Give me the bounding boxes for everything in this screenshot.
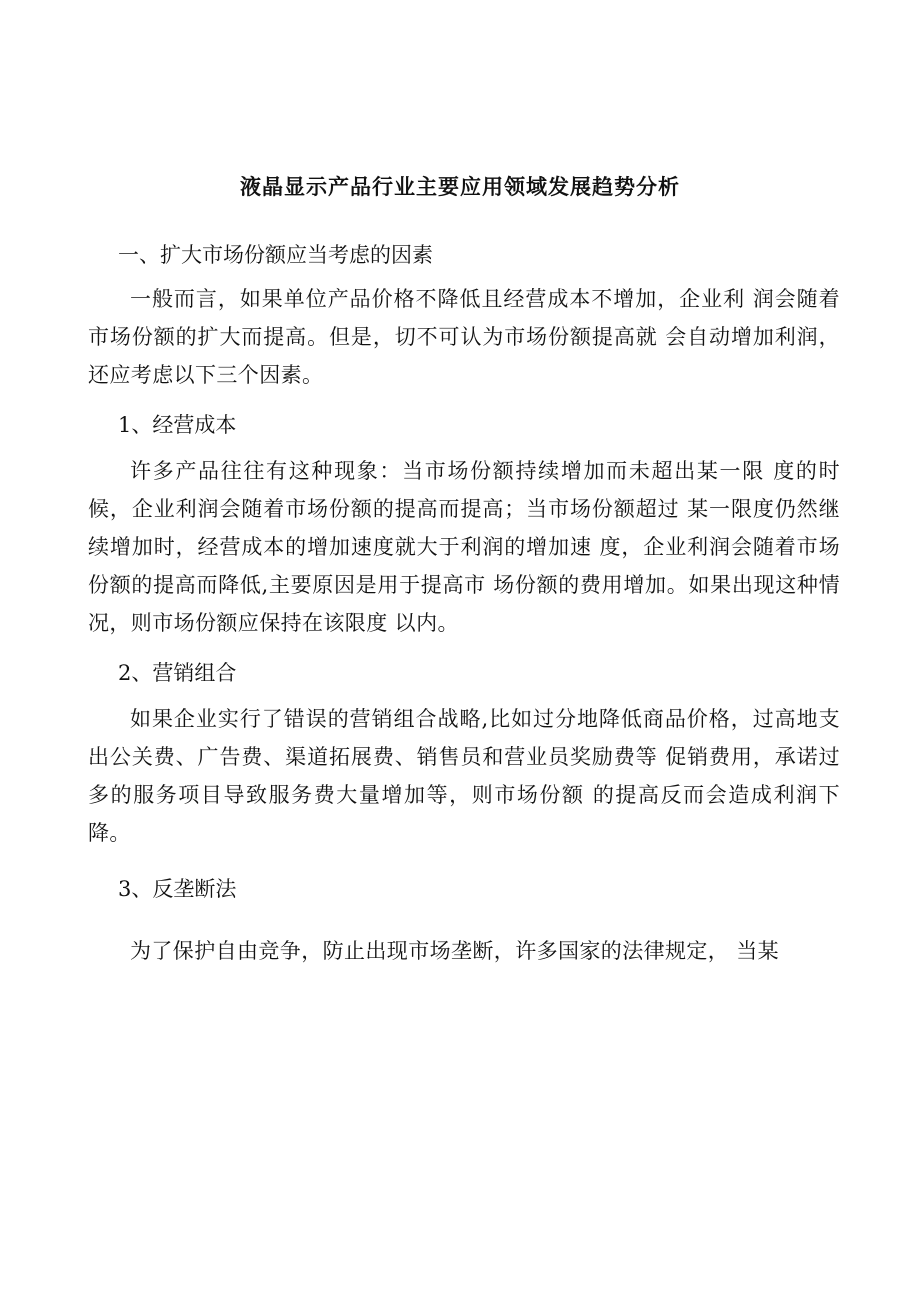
paragraph-antitrust: 为了保护自由竞争，防止出现市场垄断，许多国家的法律规定， 当某 xyxy=(130,939,780,963)
section-heading: 一、扩大市场份额应当考虑的因素 xyxy=(118,243,433,267)
paragraph-marketing: 如果企业实行了错误的营销组合战略,比如过分地降低商品价格，过高地支出公关费、广告费、渠道拓展费、销售员和营业员奖励费等 促销费用，承诺过多的服务项目导致服务费大量增加等，则市场份额 的提高反而会造成利润下降。 xyxy=(88,707,840,845)
subsection-heading-marketing: 2、营销组合 xyxy=(118,661,237,685)
paragraph-cost: 许多产品往往有这种现象：当市场份额持续增加而未超出某一限 度的时候，企业利润会随着市场份额的提高而提高；当市场份额超过 某一限度仍然继续增加时，经营成本的增加速度就大于利润的增加速 度，企业利润会随着市场份额的提高而降低,主要原因是用于提高市 场份额的费用增加。如果出现这种情况，则市场份额应保持在该限度 以内。 xyxy=(88,459,840,635)
document-title: 液晶显示产品行业主要应用领域发展趋势分析 xyxy=(240,174,680,199)
intro-paragraph: 一般而言，如果单位产品价格不降低且经营成本不增加，企业利 润会随着市场份额的扩大而提高。但是，切不可认为市场份额提高就 会自动增加利润，还应考虑以下三个因素。 xyxy=(88,287,840,387)
document-body xyxy=(88,240,840,970)
subsection-heading-cost: 1、经营成本 xyxy=(118,413,237,437)
subsection-heading-antitrust: 3、反垄断法 xyxy=(118,877,237,901)
